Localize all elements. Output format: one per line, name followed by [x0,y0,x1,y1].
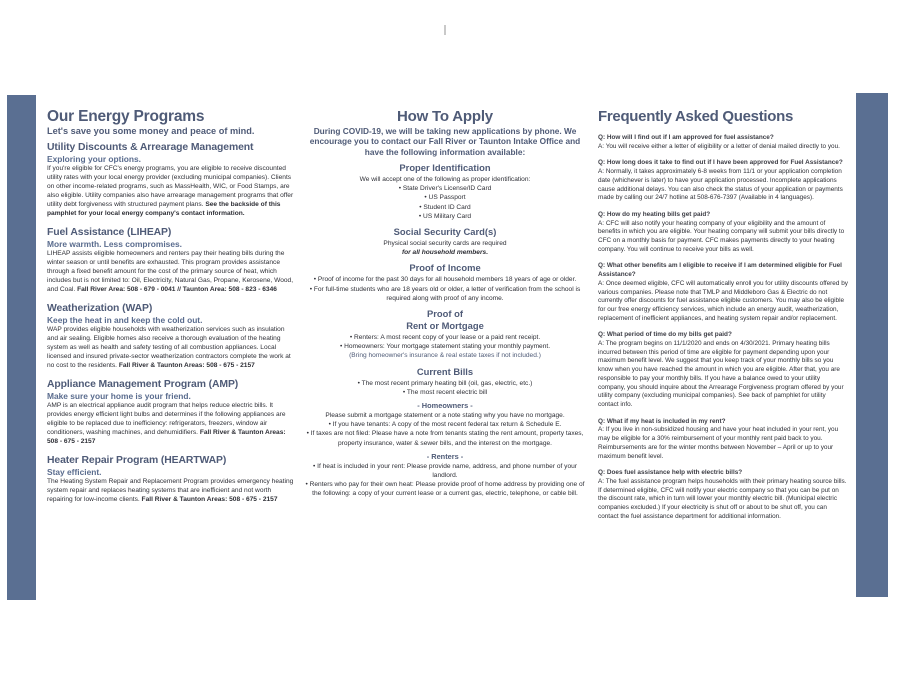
faq-answer: A: You will receive either a letter of eligibility or a letter of denial mailed directly to you. [598,142,840,150]
energy-programs-column [47,108,297,513]
program-contact: Fall River & Taunton Areas: 508 - 675 - 2157 [117,362,255,369]
program-title: Utility Discounts & Arrearage Management [47,142,254,153]
homeowners-subhead: - Homeowners - [417,400,473,410]
faq-question: Q: How do my heating bills get paid? [598,210,711,218]
faq-item [598,159,848,203]
left-accent-bar [7,95,36,600]
faq-answer: A: The fuel assistance program helps households with their primary heating source bills. If determined eligible, CFC will notify your electric company so that you can be put on the discount rate, which in turn will lower your monthly electric bill. (Municipal electric companies excluded.) If your electricity is shut off or about to be shut off, you can contact the fuel assistance department for additional information. [598,477,847,520]
program-subtitle: Keep the heat in and keep the cold out. [47,315,203,325]
faq-question: Q: How will I find out if I am approved for fuel assistance? [598,134,774,141]
faq-column [598,108,848,529]
program-description [47,401,297,446]
faq-answer: A: Once deemed eligible, CFC will automatically enroll you for utility discounts offered by various companies. Please note that TMLP and Middleboro Gas & Electric do not currently offer discounts for fuel assistance eligible customers. You may also be eligible for our free energy efficiency services, which include an energy audit, weatherization, replacement of inefficient appliances, and heating system repair and/or replacement. [598,279,848,322]
faq-item [598,211,848,255]
program-description [47,477,297,504]
program-appliance-management [47,379,297,446]
program-contact: See the backside of this pamphlet for your local energy company's contact information. [47,201,281,217]
program-title: Heater Repair Program (HEARTWAP) [47,455,227,466]
program-contact: Fall River Area: 508 - 679 - 0041 // Taunton Area: 508 - 823 - 6346 [75,286,277,293]
faq-item [598,469,848,521]
program-description [47,164,297,218]
faq-item [598,418,848,462]
energy-programs-tagline: Let's save you some money and peace of mind. [47,126,255,136]
faq-question: Q: What other benefits am I eligible to receive if I am determined eligible for Fuel Assistance? [598,262,842,279]
bill-item: • The most recent electric bill [402,388,488,396]
faq-answer: A: Normally, it takes approximately 6-8 weeks from 11/1 or your application completion date (whichever is later) to have your application processed. Incomplete applications cause additional delays. You can also check the status of your application or payments made by calling our 24/7 hotline at 508-676-7397 (Available in 4 languages). [598,168,843,202]
program-body: LIHEAP assists eligible homeowners and renters pay their heating bills during the winter season or until benefits are exhausted. This program provides assistance through a fixed benefit amount for the cost of the primary source of heat, which includes but is not limited to: Oil, Electricity, Natural Gas, Propane, Kerosene, Wood, and Coal. [47,250,294,293]
scan-artifact [444,25,446,35]
id-item: • State Driver's License/ID Card [398,185,492,193]
section-title: Social Security Card(s) [393,225,497,237]
program-body: The Heating System Repair and Replacement Program provides emergency heating system repair and replaces heating systems that are inefficient and not worth repairing for low-income clients. [47,478,294,503]
income-item: • For full-time students who are 18 years old or older, a letter of verification from the school is required along with proof of any income. [309,285,581,302]
bill-item: • The most recent primary heating bill (oil, gas, electric, etc.) [357,379,533,387]
section-proof-of-income [303,262,587,303]
program-contact: Fall River & Taunton Areas: 508 - 675 - 2157 [139,496,278,503]
how-to-apply-intro: During COVID-19, we will be taking new applications by phone. We encourage you to contact our Fall River or Taunton Intake Office and have the following information available: [309,126,581,157]
rent-item: • Homeowners: Your mortgage statement stating your monthly payment. [339,343,551,351]
rent-note: (Bring homeowner's insurance & real estate taxes if not included.) [349,352,541,360]
program-fuel-assistance [47,227,297,294]
faq-item [598,134,848,151]
faq-answer: A: If you live in non-subsidized housing and have your heat included in your rent, you may be eligible for a 30% reimbursement of your monthly rent paid back to you. Reimbursements are for the winter months between November – April or up to your maximum benefit level. [598,426,839,460]
id-item: • Student ID Card [419,203,471,211]
program-weatherization [47,303,297,370]
section-title: Proper Identification [399,161,491,173]
social-security-emphasis [303,248,587,257]
section-identification [303,162,587,221]
social-security-text: Physical social security cards are required [383,239,507,247]
faq-question: Q: How long does it take to find out if I have been approved for Fuel Assistance? [598,159,843,167]
program-subtitle: More warmth. Less compromises. [47,239,182,249]
program-title: Fuel Assistance (LIHEAP) [47,227,172,238]
faq-answer: A: CFC will also notify your heating company of your eligibility and the amount of benefits in which you are eligible. Your heating company will submit your bills directly to CFC on a monthly basis for payment. CFC makes payments directly to your heating company. You will continue to receive your bills as well. [598,219,845,253]
emphasis-text: for all household members. [401,249,489,257]
income-item: • Proof of income for the past 30 days for all household members 18 years of age or older. [313,276,577,284]
homeowners-item: • If you have tenants: A copy of the most recent federal tax return & Schedule E. [328,421,562,429]
faq-item [598,331,848,409]
program-title: Appliance Management Program (AMP) [47,379,239,390]
right-accent-bar [856,93,888,597]
id-item: • US Passport [424,194,466,202]
program-description [47,325,297,370]
homeowners-item: • If taxes are not filed: Please have a note from tenants stating the rent amount, property taxes, property insurance, water & sewer bills, and the interest on the mortgage. [306,430,584,447]
program-body: AMP is an electrical appliance audit program that helps reduce electric bills. It provides energy efficient light bulbs and determines if the following appliances are eligible to be replaced due to inefficiency: refrigerators, freezers, window air conditioners, washing machines, and dehumidifiers. [47,402,286,436]
renters-item: • If heat is included in your rent: Please provide name, address, and phone number of your landlord. [312,462,578,479]
section-title: Current Bills [416,365,474,377]
program-contact: Fall River & Taunton Areas: 508 - 675 - 2157 [47,429,286,445]
faq-question: Q: What period of time do my bills get paid? [598,331,732,339]
program-subtitle: Make sure your home is your friend. [47,391,191,401]
energy-programs-title: Our Energy Programs [47,108,205,125]
faq-list [598,134,848,521]
program-description [47,249,297,294]
section-title [303,308,587,332]
program-body: WAP provides eligible households with weatherization services such as insulation and air sealing. Eligible homes also receive a thorough evaluation of the heating system as well as health and safety testing of all combustion appliances. Local licensed and insured private-sector weatherization contractors complete the work at no cost to the residents. [47,326,291,369]
faq-answer: A: The program begins on 11/1/2020 and ends on 4/30/2021. Primary heating bills incurred between this period of time are eligible for payment depending upon your maximum benefit level. We suggest that you keep track of your monthly bills so you know when you have reached the amount in which you are eligible. After that, you are responsible to pay your monthly bills. If you have a balance owed to your utility company, you should inquire about the Arrearage Forgiveness program offered by your utility company (excluding municipal companies). See back of pamphlet for utility contact info. [598,340,844,408]
program-utility-discounts [47,142,297,218]
section-proof-of-rent [303,308,587,361]
identification-lead: We will accept one of the following as proper identification: [359,175,531,183]
id-item: • US Military Card [418,212,472,220]
program-subtitle: Stay efficient. [47,467,102,477]
faq-question: Q: Does fuel assistance help with electric bills? [598,469,743,477]
renters-subhead: - Renters - [426,451,464,461]
program-heater-repair [47,455,297,504]
program-title: Weatherization (WAP) [47,303,153,314]
how-to-apply-column [303,108,587,504]
how-to-apply-title: How To Apply [397,108,493,125]
section-title: Proof of Income [409,262,481,274]
title-line: Rent or Mortgage [406,319,484,331]
section-social-security [303,226,587,257]
faq-title: Frequently Asked Questions [598,108,794,125]
rent-item: • Renters: A most recent copy of your lease or a paid rent receipt. [349,333,541,341]
section-current-bills [303,366,587,499]
title-line: Proof of [427,307,463,319]
homeowners-item: Please submit a mortgage statement or a note stating why you have no mortgage. [325,411,565,419]
faq-question: Q: What if my heat is included in my rent? [598,417,726,425]
program-subtitle: Exploring your options. [47,154,141,164]
faq-item [598,262,848,323]
program-body: If you're eligible for CFC's energy programs, you are eligible to receive discounted utility rates with your local energy provider (excluding municipal companies). Clients on other income-related programs, such as MassHealth, WIC, or Food Stamps, are also eligible. Utility companies also have arrearage management programs that offer utility debt forgiveness with structured payment plans. [47,165,294,208]
renters-item: • Renters who pay for their own heat: Please provide proof of home address by providing one of the following: a copy of your current lease or a current gas, electric, telephone, or cable bill. [305,481,585,498]
